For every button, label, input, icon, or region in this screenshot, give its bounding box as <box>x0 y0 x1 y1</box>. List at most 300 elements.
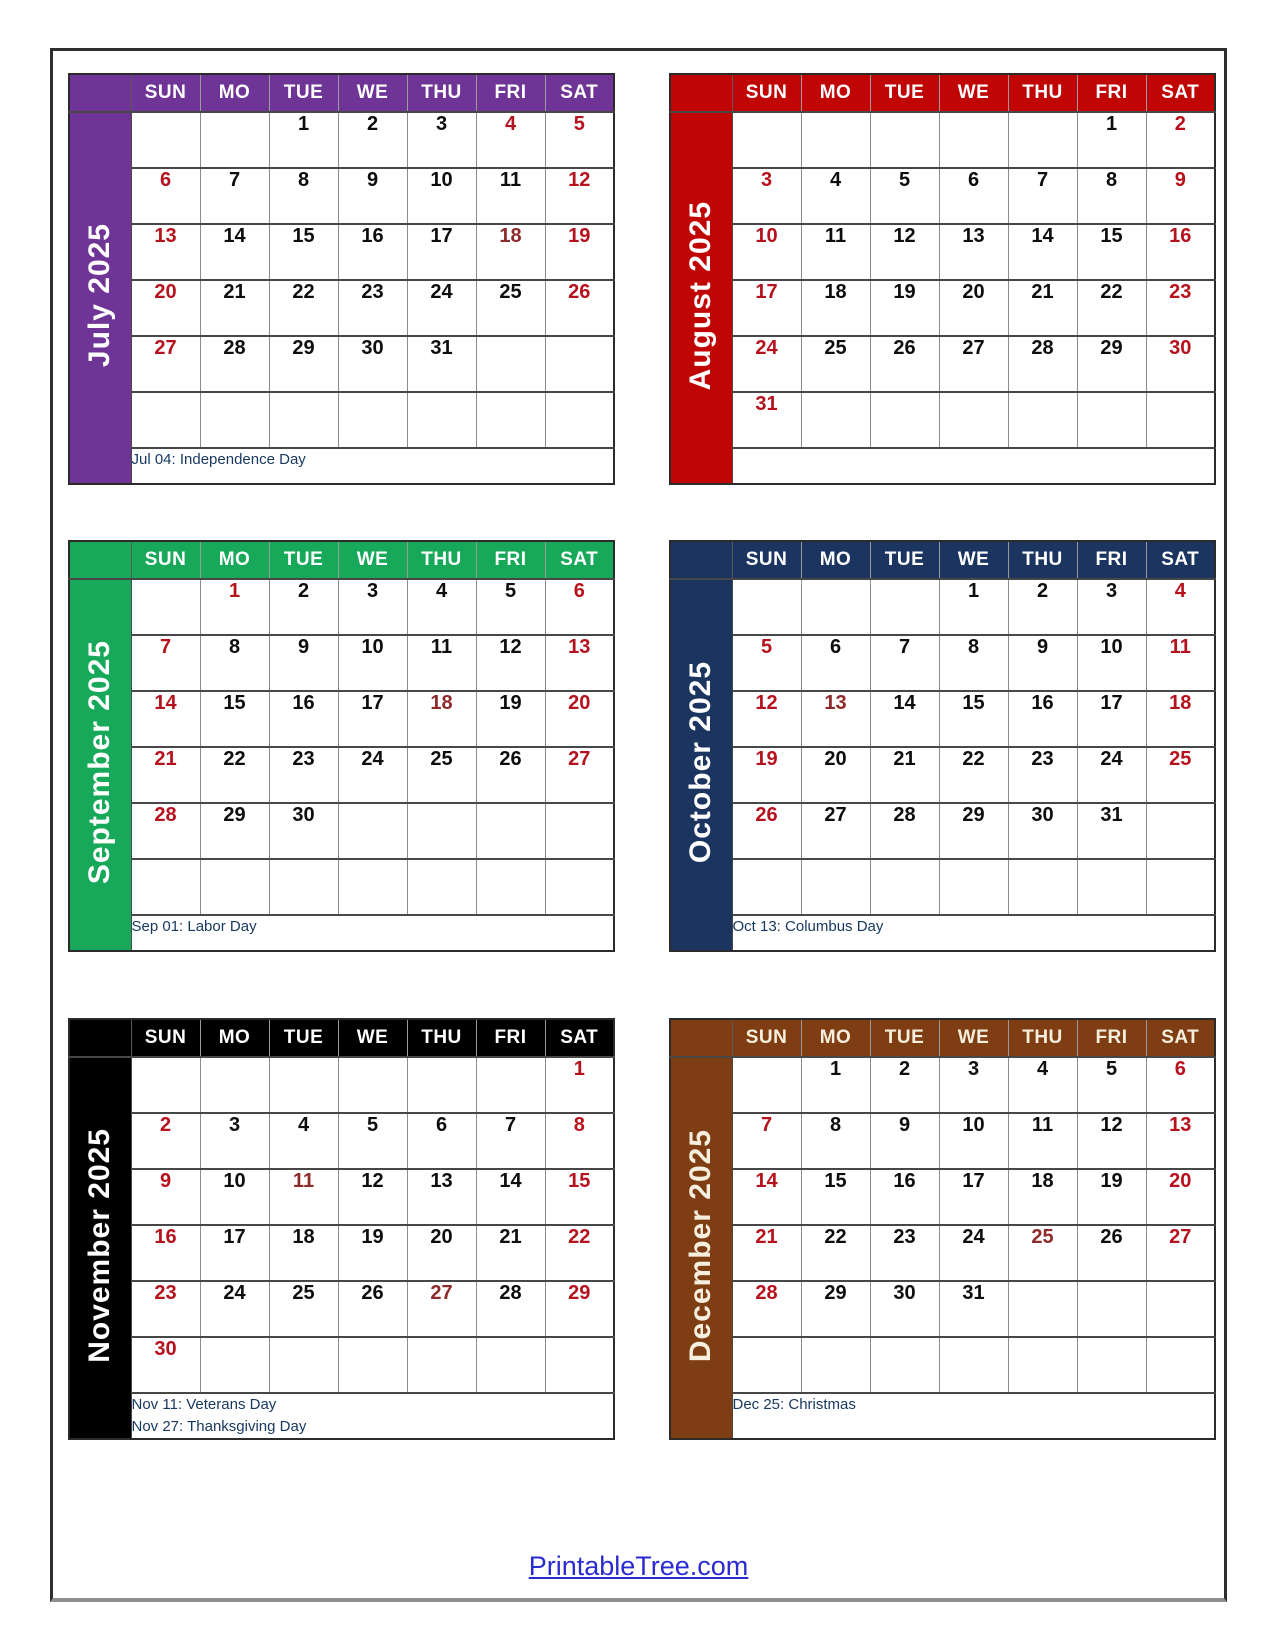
empty-day-cell <box>476 859 545 915</box>
day-cell: 27 <box>407 1281 476 1337</box>
empty-day-cell <box>407 859 476 915</box>
day-cell: 23 <box>131 1281 200 1337</box>
day-cell: 29 <box>801 1281 870 1337</box>
empty-day-cell <box>1146 1281 1215 1337</box>
day-cell: 7 <box>870 635 939 691</box>
day-cell: 13 <box>131 224 200 280</box>
holiday-notes <box>131 448 614 484</box>
holiday-note: Nov 27: Thanksgiving Day <box>131 1417 307 1435</box>
week-row <box>69 392 614 448</box>
day-cell: 19 <box>476 691 545 747</box>
weekday-header: FRI <box>476 1019 545 1057</box>
day-cell: 15 <box>269 224 338 280</box>
day-cell: 20 <box>131 280 200 336</box>
weekday-header: MO <box>801 541 870 579</box>
week-row <box>670 803 1215 859</box>
week-row <box>69 224 614 280</box>
week-row <box>69 1169 614 1225</box>
day-cell: 24 <box>407 280 476 336</box>
day-cell: 19 <box>338 1225 407 1281</box>
empty-day-cell <box>1008 859 1077 915</box>
weekday-header-row <box>69 541 614 579</box>
day-cell: 3 <box>939 1057 1008 1113</box>
empty-day-cell <box>939 1337 1008 1393</box>
corner-cell <box>69 74 131 112</box>
empty-day-cell <box>1077 1337 1146 1393</box>
day-cell: 17 <box>1077 691 1146 747</box>
weekday-header: SAT <box>545 74 614 112</box>
day-cell: 10 <box>200 1169 269 1225</box>
day-cell: 11 <box>1146 635 1215 691</box>
day-cell: 1 <box>200 579 269 635</box>
empty-day-cell <box>476 1337 545 1393</box>
day-cell: 4 <box>407 579 476 635</box>
day-cell: 10 <box>939 1113 1008 1169</box>
weekday-header: MO <box>200 74 269 112</box>
footer-link[interactable]: PrintableTree.com <box>528 1551 749 1581</box>
weekday-header: TUE <box>870 1019 939 1057</box>
weekday-header-row <box>670 541 1215 579</box>
day-cell: 30 <box>131 1337 200 1393</box>
day-cell: 10 <box>338 635 407 691</box>
day-cell: 25 <box>269 1281 338 1337</box>
holiday-row <box>69 915 614 951</box>
day-cell: 29 <box>1077 336 1146 392</box>
day-cell: 20 <box>801 747 870 803</box>
month-december <box>669 1018 1216 1440</box>
day-cell: 9 <box>269 635 338 691</box>
day-cell: 19 <box>545 224 614 280</box>
month-july <box>68 73 615 485</box>
empty-day-cell <box>1077 392 1146 448</box>
day-cell: 28 <box>476 1281 545 1337</box>
day-cell: 11 <box>476 168 545 224</box>
day-cell: 16 <box>131 1225 200 1281</box>
day-cell: 12 <box>1077 1113 1146 1169</box>
empty-day-cell <box>476 803 545 859</box>
day-cell: 1 <box>545 1057 614 1113</box>
page-frame <box>50 48 1227 1602</box>
day-cell: 18 <box>476 224 545 280</box>
empty-day-cell <box>200 859 269 915</box>
day-cell: 8 <box>939 635 1008 691</box>
empty-day-cell <box>338 392 407 448</box>
weekday-header: TUE <box>870 541 939 579</box>
day-cell: 1 <box>801 1057 870 1113</box>
empty-day-cell <box>407 803 476 859</box>
weekday-header: SUN <box>131 1019 200 1057</box>
day-cell: 21 <box>1008 280 1077 336</box>
day-cell: 25 <box>476 280 545 336</box>
month-sidebar <box>69 579 131 951</box>
week-row <box>69 1113 614 1169</box>
empty-day-cell <box>1008 1337 1077 1393</box>
day-cell: 12 <box>732 691 801 747</box>
week-row <box>670 1057 1215 1113</box>
weekday-header: SUN <box>732 541 801 579</box>
day-cell: 17 <box>732 280 801 336</box>
day-cell: 13 <box>1146 1113 1215 1169</box>
empty-day-cell <box>476 1057 545 1113</box>
day-cell: 3 <box>338 579 407 635</box>
day-cell: 9 <box>870 1113 939 1169</box>
weekday-header: WE <box>939 1019 1008 1057</box>
day-cell: 4 <box>269 1113 338 1169</box>
day-cell: 15 <box>939 691 1008 747</box>
corner-cell <box>69 541 131 579</box>
weekday-header: THU <box>1008 541 1077 579</box>
day-cell: 7 <box>476 1113 545 1169</box>
holiday-row <box>670 448 1215 484</box>
empty-day-cell <box>407 392 476 448</box>
weekday-header: SUN <box>131 74 200 112</box>
empty-day-cell <box>200 1337 269 1393</box>
day-cell: 22 <box>1077 280 1146 336</box>
day-cell: 8 <box>200 635 269 691</box>
empty-day-cell <box>939 392 1008 448</box>
day-cell: 31 <box>939 1281 1008 1337</box>
day-cell: 30 <box>269 803 338 859</box>
week-row <box>670 336 1215 392</box>
week-row <box>69 635 614 691</box>
day-cell: 13 <box>939 224 1008 280</box>
week-row <box>670 224 1215 280</box>
empty-day-cell <box>269 859 338 915</box>
empty-day-cell <box>870 1337 939 1393</box>
empty-day-cell <box>870 579 939 635</box>
month-november <box>68 1018 615 1440</box>
day-cell: 24 <box>1077 747 1146 803</box>
day-cell: 5 <box>545 112 614 168</box>
day-cell: 30 <box>870 1281 939 1337</box>
day-cell: 21 <box>870 747 939 803</box>
day-cell: 6 <box>1146 1057 1215 1113</box>
day-cell: 7 <box>200 168 269 224</box>
day-cell: 8 <box>269 168 338 224</box>
day-cell: 10 <box>1077 635 1146 691</box>
day-cell: 23 <box>269 747 338 803</box>
empty-day-cell <box>269 392 338 448</box>
day-cell: 19 <box>870 280 939 336</box>
day-cell: 5 <box>338 1113 407 1169</box>
day-cell: 7 <box>732 1113 801 1169</box>
day-cell: 6 <box>545 579 614 635</box>
day-cell: 12 <box>338 1169 407 1225</box>
day-cell: 30 <box>338 336 407 392</box>
month-title: October 2025 <box>684 661 718 864</box>
weekday-header: WE <box>939 541 1008 579</box>
empty-day-cell <box>476 336 545 392</box>
empty-day-cell <box>801 112 870 168</box>
weekday-header: FRI <box>1077 541 1146 579</box>
week-row <box>69 691 614 747</box>
day-cell: 8 <box>545 1113 614 1169</box>
day-cell: 21 <box>732 1225 801 1281</box>
day-cell: 22 <box>801 1225 870 1281</box>
empty-day-cell <box>131 392 200 448</box>
holiday-note: Sep 01: Labor Day <box>131 918 257 935</box>
empty-day-cell <box>131 859 200 915</box>
month-table-october <box>669 540 1216 952</box>
empty-day-cell <box>200 112 269 168</box>
day-cell: 14 <box>200 224 269 280</box>
day-cell: 27 <box>801 803 870 859</box>
day-cell: 18 <box>1008 1169 1077 1225</box>
weekday-header: TUE <box>269 74 338 112</box>
empty-day-cell <box>1146 1337 1215 1393</box>
holiday-row <box>69 448 614 484</box>
weekday-header: TUE <box>269 541 338 579</box>
day-cell: 9 <box>338 168 407 224</box>
day-cell: 2 <box>870 1057 939 1113</box>
day-cell: 27 <box>545 747 614 803</box>
week-row <box>670 635 1215 691</box>
holiday-row <box>69 1393 614 1439</box>
day-cell: 26 <box>870 336 939 392</box>
holiday-note: Oct 13: Columbus Day <box>732 918 884 935</box>
weekday-header: THU <box>407 74 476 112</box>
weekday-header: THU <box>1008 74 1077 112</box>
week-row <box>670 280 1215 336</box>
day-cell: 25 <box>801 336 870 392</box>
week-row <box>670 1169 1215 1225</box>
month-august <box>669 73 1216 485</box>
week-row <box>69 579 614 635</box>
day-cell: 19 <box>1077 1169 1146 1225</box>
day-cell: 25 <box>1008 1225 1077 1281</box>
day-cell: 27 <box>939 336 1008 392</box>
month-sidebar <box>670 1057 732 1439</box>
empty-day-cell <box>1008 392 1077 448</box>
day-cell: 11 <box>269 1169 338 1225</box>
day-cell: 31 <box>732 392 801 448</box>
day-cell: 2 <box>338 112 407 168</box>
weekday-header: FRI <box>476 541 545 579</box>
empty-day-cell <box>545 336 614 392</box>
empty-day-cell <box>1146 803 1215 859</box>
day-cell: 4 <box>801 168 870 224</box>
day-cell: 16 <box>870 1169 939 1225</box>
corner-cell <box>670 74 732 112</box>
day-cell: 26 <box>1077 1225 1146 1281</box>
holiday-row <box>670 915 1215 951</box>
holiday-notes <box>131 1393 614 1439</box>
day-cell: 20 <box>939 280 1008 336</box>
weekday-header: SAT <box>545 1019 614 1057</box>
empty-day-cell <box>131 579 200 635</box>
empty-day-cell <box>407 1337 476 1393</box>
day-cell: 2 <box>1146 112 1215 168</box>
day-cell: 19 <box>732 747 801 803</box>
week-row <box>69 280 614 336</box>
day-cell: 6 <box>939 168 1008 224</box>
weekday-header: TUE <box>870 74 939 112</box>
month-table-august <box>669 73 1216 485</box>
week-row <box>670 392 1215 448</box>
empty-day-cell <box>338 1057 407 1113</box>
empty-day-cell <box>200 392 269 448</box>
day-cell: 23 <box>1008 747 1077 803</box>
week-row <box>69 112 614 168</box>
weekday-header: FRI <box>1077 1019 1146 1057</box>
day-cell: 30 <box>1146 336 1215 392</box>
weekday-header: SUN <box>732 1019 801 1057</box>
empty-day-cell <box>1077 859 1146 915</box>
day-cell: 6 <box>131 168 200 224</box>
corner-cell <box>670 541 732 579</box>
empty-day-cell <box>1146 859 1215 915</box>
empty-day-cell <box>131 1057 200 1113</box>
week-row <box>69 747 614 803</box>
day-cell: 26 <box>545 280 614 336</box>
day-cell: 3 <box>200 1113 269 1169</box>
day-cell: 2 <box>131 1113 200 1169</box>
day-cell: 31 <box>407 336 476 392</box>
day-cell: 28 <box>870 803 939 859</box>
day-cell: 18 <box>1146 691 1215 747</box>
month-table-december <box>669 1018 1216 1440</box>
day-cell: 4 <box>1008 1057 1077 1113</box>
weekday-header: SAT <box>1146 1019 1215 1057</box>
month-title: August 2025 <box>684 200 718 391</box>
weekday-header: SAT <box>1146 74 1215 112</box>
day-cell: 14 <box>870 691 939 747</box>
day-cell: 3 <box>1077 579 1146 635</box>
empty-day-cell <box>269 1057 338 1113</box>
day-cell: 16 <box>269 691 338 747</box>
empty-day-cell <box>545 803 614 859</box>
week-row <box>670 112 1215 168</box>
weekday-header: FRI <box>476 74 545 112</box>
empty-day-cell <box>732 1057 801 1113</box>
day-cell: 12 <box>545 168 614 224</box>
empty-day-cell <box>338 803 407 859</box>
week-row <box>69 336 614 392</box>
weekday-header-row <box>670 1019 1215 1057</box>
day-cell: 14 <box>131 691 200 747</box>
month-october <box>669 540 1216 952</box>
week-row <box>69 1057 614 1113</box>
week-row <box>670 747 1215 803</box>
month-sidebar <box>69 1057 131 1439</box>
day-cell: 11 <box>407 635 476 691</box>
empty-day-cell <box>545 1337 614 1393</box>
weekday-header: SUN <box>732 74 801 112</box>
empty-day-cell <box>545 392 614 448</box>
empty-day-cell <box>732 579 801 635</box>
day-cell: 26 <box>732 803 801 859</box>
day-cell: 24 <box>732 336 801 392</box>
day-cell: 24 <box>338 747 407 803</box>
day-cell: 11 <box>1008 1113 1077 1169</box>
month-table-september <box>68 540 615 952</box>
weekday-header: TUE <box>269 1019 338 1057</box>
day-cell: 17 <box>939 1169 1008 1225</box>
weekday-header: FRI <box>1077 74 1146 112</box>
day-cell: 15 <box>1077 224 1146 280</box>
day-cell: 5 <box>476 579 545 635</box>
week-row <box>69 1225 614 1281</box>
day-cell: 26 <box>476 747 545 803</box>
day-cell: 7 <box>131 635 200 691</box>
weekday-header: WE <box>338 1019 407 1057</box>
day-cell: 22 <box>939 747 1008 803</box>
weekday-header: MO <box>801 1019 870 1057</box>
day-cell: 14 <box>476 1169 545 1225</box>
weekday-header: MO <box>200 541 269 579</box>
month-table-november <box>68 1018 615 1440</box>
day-cell: 31 <box>1077 803 1146 859</box>
day-cell: 1 <box>1077 112 1146 168</box>
weekday-header: WE <box>939 74 1008 112</box>
month-title: November 2025 <box>83 1128 117 1363</box>
day-cell: 5 <box>732 635 801 691</box>
weekday-header: THU <box>407 541 476 579</box>
day-cell: 22 <box>269 280 338 336</box>
empty-day-cell <box>801 579 870 635</box>
day-cell: 13 <box>801 691 870 747</box>
empty-day-cell <box>131 112 200 168</box>
weekday-header: WE <box>338 541 407 579</box>
empty-day-cell <box>870 392 939 448</box>
week-row <box>69 168 614 224</box>
month-title: July 2025 <box>83 223 117 368</box>
holiday-notes <box>131 915 614 951</box>
day-cell: 1 <box>939 579 1008 635</box>
day-cell: 17 <box>407 224 476 280</box>
weekday-header-row <box>69 1019 614 1057</box>
day-cell: 12 <box>476 635 545 691</box>
month-sidebar <box>670 579 732 951</box>
empty-day-cell <box>732 859 801 915</box>
week-row <box>670 579 1215 635</box>
week-row <box>670 1281 1215 1337</box>
holiday-notes <box>732 915 1215 951</box>
empty-day-cell <box>870 112 939 168</box>
day-cell: 29 <box>939 803 1008 859</box>
week-row <box>670 168 1215 224</box>
day-cell: 17 <box>338 691 407 747</box>
day-cell: 2 <box>1008 579 1077 635</box>
week-row <box>670 691 1215 747</box>
day-cell: 4 <box>476 112 545 168</box>
day-cell: 15 <box>545 1169 614 1225</box>
day-cell: 28 <box>1008 336 1077 392</box>
week-row <box>69 803 614 859</box>
footer <box>53 1551 1224 1582</box>
day-cell: 3 <box>407 112 476 168</box>
month-table-july <box>68 73 615 485</box>
empty-day-cell <box>801 1337 870 1393</box>
weekday-header: WE <box>338 74 407 112</box>
day-cell: 28 <box>732 1281 801 1337</box>
day-cell: 17 <box>200 1225 269 1281</box>
day-cell: 16 <box>1008 691 1077 747</box>
empty-day-cell <box>1008 1281 1077 1337</box>
day-cell: 20 <box>407 1225 476 1281</box>
holiday-notes <box>732 448 1215 484</box>
day-cell: 15 <box>801 1169 870 1225</box>
day-cell: 29 <box>269 336 338 392</box>
day-cell: 10 <box>732 224 801 280</box>
day-cell: 24 <box>939 1225 1008 1281</box>
day-cell: 2 <box>269 579 338 635</box>
weekday-header: SUN <box>131 541 200 579</box>
month-sidebar <box>670 112 732 484</box>
day-cell: 8 <box>1077 168 1146 224</box>
week-row <box>670 859 1215 915</box>
day-cell: 23 <box>1146 280 1215 336</box>
